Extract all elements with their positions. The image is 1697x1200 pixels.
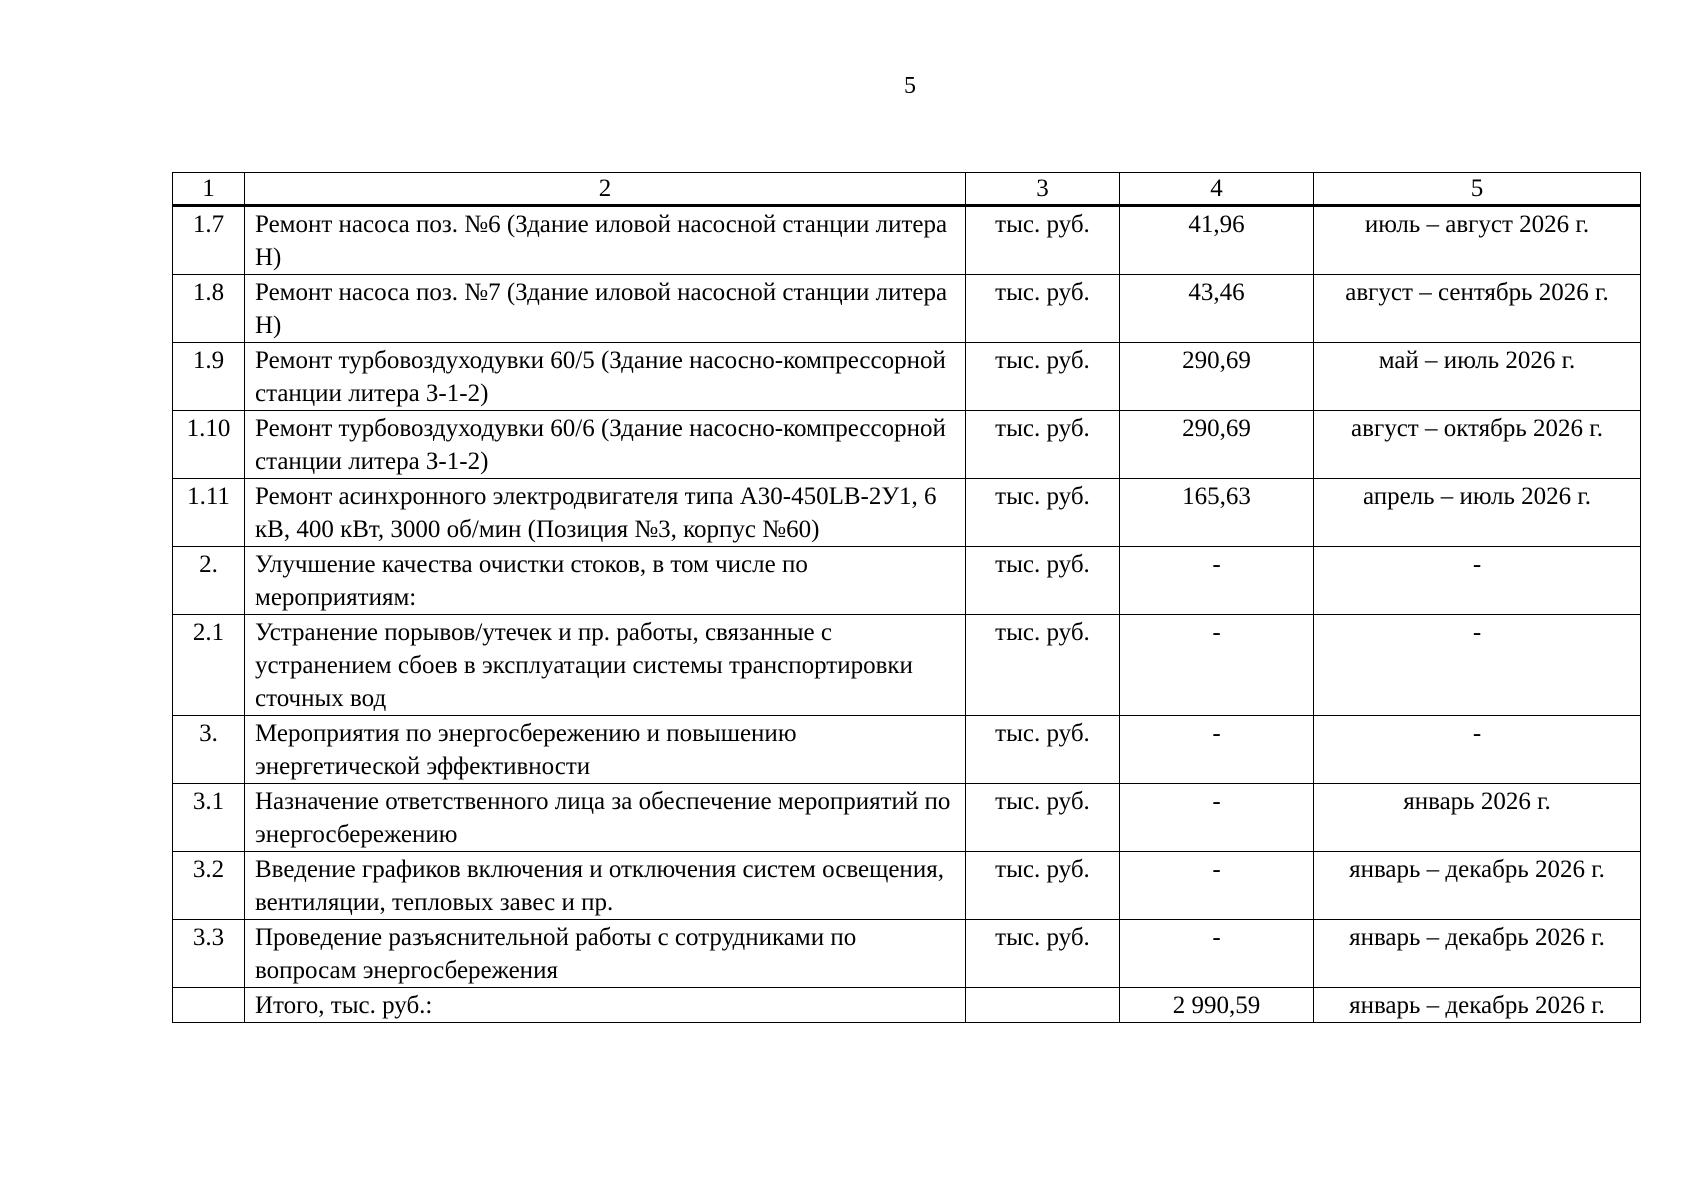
row-period-cell (1314, 275, 1641, 343)
row-period: май – июль 2026 г. (1378, 347, 1576, 374)
row-number-cell (173, 411, 245, 479)
row-value-cell (1120, 343, 1314, 411)
row-unit: тыс. руб. (995, 415, 1090, 442)
row-unit-cell (966, 547, 1120, 615)
row-unit: тыс. руб. (995, 211, 1090, 238)
row-period: август – сентябрь 2026 г. (1345, 279, 1609, 306)
row-value: - (1212, 551, 1221, 578)
row-number-cell (173, 784, 245, 852)
row-period: июль – август 2026 г. (1364, 211, 1590, 238)
row-value: - (1212, 856, 1221, 883)
table-row (173, 784, 1641, 852)
row-number-cell (173, 479, 245, 547)
row-name: Мероприятия по энергосбережению и повышению энергетической эффективности (255, 720, 797, 780)
row-value: 290,69 (1182, 347, 1251, 374)
table-row (173, 479, 1641, 547)
row-number-cell (173, 920, 245, 988)
row-number: 3.1 (192, 788, 225, 815)
row-number: 3.2 (192, 856, 225, 883)
row-unit: тыс. руб. (995, 483, 1090, 510)
row-unit: тыс. руб. (995, 720, 1090, 747)
header-cell-3: 3 (966, 173, 1120, 206)
row-unit-cell (966, 479, 1120, 547)
row-value-cell (1120, 615, 1314, 716)
row-name: Итого, тыс. руб.: (255, 992, 433, 1019)
row-period: - (1472, 551, 1482, 578)
row-unit-cell (966, 716, 1120, 784)
row-period: август – октябрь 2026 г. (1351, 415, 1603, 442)
row-number-cell (173, 206, 245, 275)
row-unit: тыс. руб. (995, 347, 1090, 374)
row-name-cell (245, 920, 966, 988)
row-period-cell (1314, 206, 1641, 275)
table-row (173, 275, 1641, 343)
row-name-cell (245, 343, 966, 411)
row-number: 1.7 (192, 211, 225, 238)
row-number-cell (173, 343, 245, 411)
row-unit-cell (966, 920, 1120, 988)
row-unit: тыс. руб. (995, 788, 1090, 815)
row-name: Проведение разъяснительной работы с сотрудниками по вопросам энергосбережения (255, 924, 857, 984)
row-number-cell (173, 988, 245, 1023)
row-unit: тыс. руб. (995, 856, 1090, 883)
table-body (173, 173, 1641, 1023)
row-name: Ремонт турбовоздуходувки 60/6 (Здание насосно-компрессорной станции литера З-1-2) (255, 415, 946, 475)
row-period-cell (1314, 988, 1641, 1023)
row-period: апрель – июль 2026 г. (1362, 483, 1592, 510)
row-unit: тыс. руб. (995, 924, 1090, 951)
row-value: 43,46 (1188, 279, 1245, 306)
row-value: - (1212, 924, 1221, 951)
row-period-cell (1314, 784, 1641, 852)
row-unit-cell (966, 275, 1120, 343)
row-name: Ремонт насоса поз. №6 (Здание иловой насосной станции литера Н) (255, 211, 948, 271)
row-number: 1.10 (186, 415, 231, 442)
row-name: Ремонт турбовоздуходувки 60/5 (Здание насосно-компрессорной станции литера З-1-2) (255, 347, 946, 407)
row-unit-cell (966, 343, 1120, 411)
table-row (173, 852, 1641, 920)
row-name-cell (245, 479, 966, 547)
row-unit: тыс. руб. (995, 279, 1090, 306)
row-period: январь – декабрь 2026 г. (1349, 924, 1605, 951)
row-value-cell (1120, 206, 1314, 275)
row-period-cell (1314, 343, 1641, 411)
row-name: Введение графиков включения и отключения систем освещения, вентиляции, тепловых завес и пр. (255, 856, 944, 916)
header-cell-5: 5 (1314, 173, 1641, 206)
row-name: Устранение порывов/утечек и пр. работы, связанные с устранением сбоев в эксплуатации системы транспортировки сточных вод (255, 619, 913, 712)
row-unit-cell (966, 784, 1120, 852)
row-number-cell (173, 615, 245, 716)
row-unit: тыс. руб. (995, 551, 1090, 578)
row-value-cell (1120, 716, 1314, 784)
row-period-cell (1314, 411, 1641, 479)
row-period: январь 2026 г. (1403, 788, 1551, 815)
table-row (173, 411, 1641, 479)
row-unit-cell (966, 411, 1120, 479)
row-value: 290,69 (1182, 415, 1251, 442)
row-period: - (1472, 720, 1482, 747)
row-name-cell (245, 615, 966, 716)
row-value-cell (1120, 479, 1314, 547)
row-unit-cell (966, 206, 1120, 275)
row-name-cell (245, 852, 966, 920)
row-value: 2 990,59 (1172, 992, 1261, 1019)
page-number: 5 (904, 73, 916, 99)
table-row (173, 343, 1641, 411)
row-number-cell (173, 716, 245, 784)
row-number: 1.8 (192, 279, 225, 306)
row-number: 3.3 (192, 924, 225, 951)
row-period: январь – декабрь 2026 г. (1349, 992, 1605, 1019)
row-value: - (1212, 720, 1221, 747)
row-name-cell (245, 275, 966, 343)
table-row (173, 206, 1641, 275)
row-value-cell (1120, 411, 1314, 479)
row-value: 41,96 (1188, 211, 1245, 238)
row-name: Назначение ответственного лица за обеспечение мероприятий по энергосбережению (255, 788, 951, 848)
row-number: 1.11 (187, 483, 230, 510)
row-name-cell (245, 784, 966, 852)
row-unit-cell (966, 852, 1120, 920)
row-value-cell (1120, 275, 1314, 343)
row-period: - (1472, 619, 1482, 646)
row-period-cell (1314, 615, 1641, 716)
row-name-cell (245, 411, 966, 479)
row-value-cell (1120, 852, 1314, 920)
row-value-cell (1120, 784, 1314, 852)
row-name-cell (245, 988, 966, 1023)
row-value-cell (1120, 920, 1314, 988)
row-value-cell (1120, 988, 1314, 1023)
row-number: 2. (199, 551, 218, 578)
row-number-cell (173, 547, 245, 615)
row-number: 2.1 (192, 619, 225, 646)
row-period-cell (1314, 920, 1641, 988)
row-period: январь – декабрь 2026 г. (1349, 856, 1605, 883)
plan-table (172, 172, 1641, 1023)
row-value: 165,63 (1182, 483, 1251, 510)
header-cell-1: 1 (173, 173, 245, 206)
row-name: Ремонт насоса поз. №7 (Здание иловой насосной станции литера Н) (255, 279, 948, 339)
table-row (173, 547, 1641, 615)
row-period-cell (1314, 479, 1641, 547)
row-unit-cell (966, 988, 1120, 1023)
row-name-cell (245, 716, 966, 784)
table-total-row (173, 988, 1641, 1023)
row-unit-cell (966, 615, 1120, 716)
row-unit: тыс. руб. (995, 619, 1090, 646)
row-number: 3. (199, 720, 218, 747)
table-row (173, 615, 1641, 716)
row-period-cell (1314, 852, 1641, 920)
row-name-cell (245, 547, 966, 615)
row-number-cell (173, 852, 245, 920)
row-name-cell (245, 206, 966, 275)
row-number: 1.9 (192, 347, 225, 374)
row-period-cell (1314, 716, 1641, 784)
row-period-cell (1314, 547, 1641, 615)
table-row (173, 716, 1641, 784)
row-number-cell (173, 275, 245, 343)
row-value: - (1212, 619, 1221, 646)
header-cell-2: 2 (245, 173, 966, 206)
row-name: Улучшение качества очистки стоков, в том числе по мероприятиям: (255, 551, 808, 611)
row-value: - (1212, 788, 1221, 815)
row-value-cell (1120, 547, 1314, 615)
table-row (173, 920, 1641, 988)
table-header-row (173, 173, 1641, 206)
header-cell-4: 4 (1120, 173, 1314, 206)
row-name: Ремонт асинхронного электродвигателя типа А30-450LB-2У1, 6 кВ, 400 кВт, 3000 об/мин (Позиция №3, корпус №60) (255, 483, 937, 543)
